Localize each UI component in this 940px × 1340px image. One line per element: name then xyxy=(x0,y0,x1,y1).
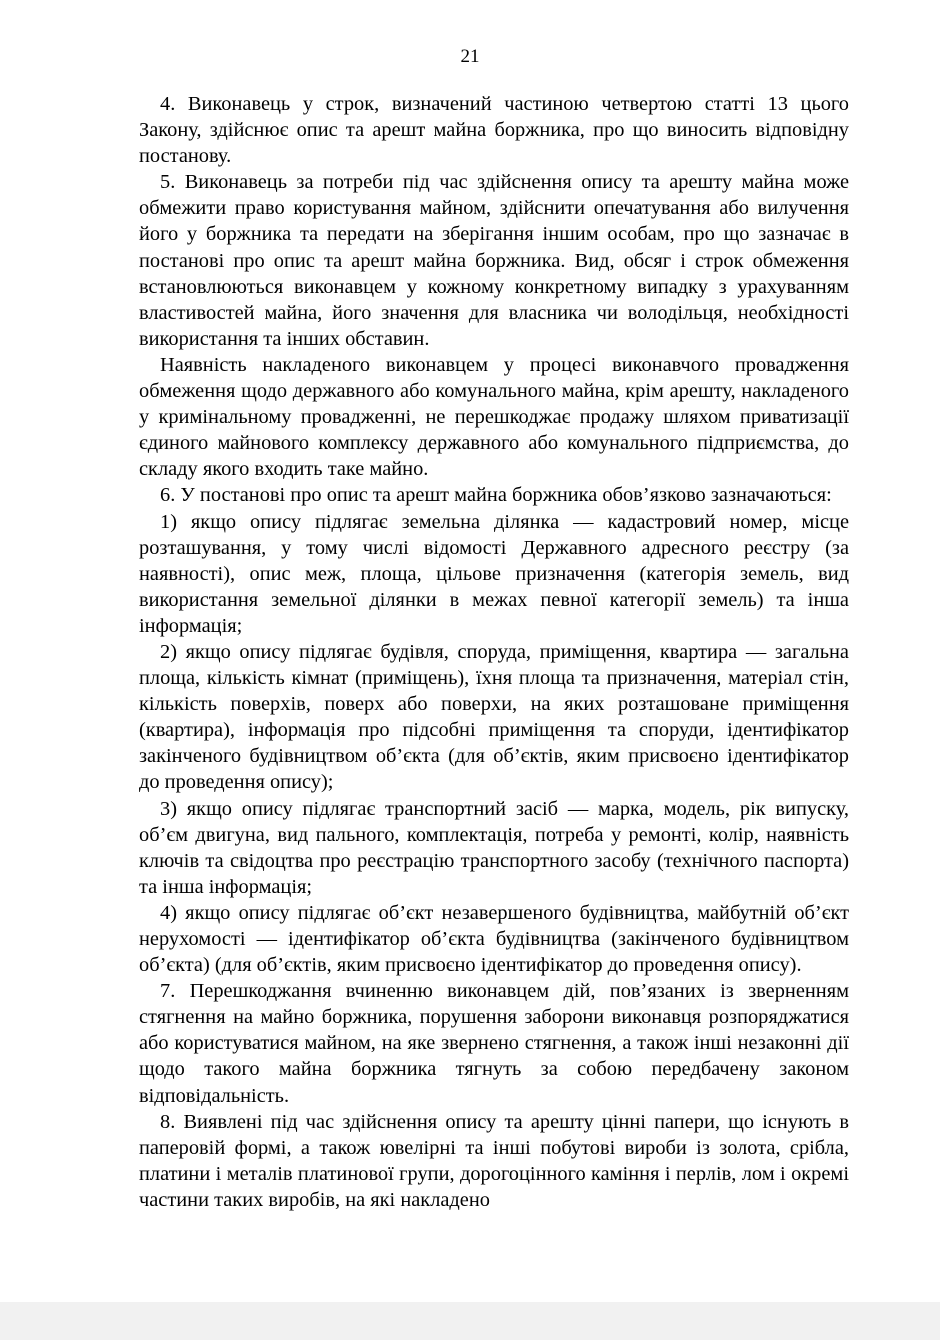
paragraph-6-item-4: 4) якщо опису підлягає об’єкт незавершеного будівництва, майбутній об’єкт нерухомості — ідентифікатор об’єкта будівництва (закінченого будівництвом об’єкта) (для об’єктів, яким присвоєно ідентифікатор до проведення опису). xyxy=(139,901,849,977)
viewer-bottom-bar xyxy=(0,1302,940,1340)
paragraph-8: 8. Виявлені під час здійснення опису та арешту цінні папери, що існують в паперовій формі, а також ювелірні та інші побутові вироби із золота, срібла, платини і металів платинової групи, дорогоцінного каміння і перлів, лом і окремі частини таких виробів, на які накладено xyxy=(139,1110,849,1211)
paragraph-5: 5. Виконавець за потреби під час здійснення опису та арешту майна може обмежити право користування майном, здійснити опечатування або вилучення його у боржника та передати на зберігання іншим особам, про що зазначає в постанові про опис та арешт майна боржника. Вид, обсяг і строк обмеження встановлюються виконавцем у кожному конкретному випадку з урахуванням властивостей майна, його значення для власника чи володільця, необхідності використання та інших обставин. xyxy=(139,171,849,350)
paragraph-7: 7. Перешкоджання вчиненню виконавцем дій, пов’язаних із зверненням стягнення на майно боржника, порушення заборони виконавця розпоряджатися або користуватися майном, на яке звернено стягнення, а також інші незаконні дії щодо такого майна боржника тягнуть за собою передбачену законом відповідальність. xyxy=(139,980,849,1107)
paragraph-6-item-1: 1) якщо опису підлягає земельна ділянка — кадастровий номер, місце розташування, у тому числі відомості Державного адресного реєстру (за наявності), опис меж, площа, цільове призначення (категорія земель, вид використання земельної ділянки в межах певної категорії земель) та інша інформація; xyxy=(139,510,849,637)
document-body xyxy=(139,91,849,1213)
paragraph-5-continuation: Наявність накладеного виконавцем у процесі виконавчого провадження обмеження щодо державного або комунального майна, крім арешту, накладеного у кримінальному провадженні, не перешкоджає продажу шляхом приватизації єдиного майнового комплексу державного або комунального підприємства, до складу якого входить таке майно. xyxy=(139,353,849,481)
paragraph-4: 4. Виконавець у строк, визначений частиною четвертою статті 13 цього Закону, здійснює опис та арешт майна боржника, про що виносить відповідну постанову. xyxy=(139,93,849,168)
paragraph-6: 6. У постанові про опис та арешт майна боржника обов’язково зазначаються: xyxy=(160,484,832,507)
paragraph-6-item-3: 3) якщо опису підлягає транспортний засіб — марка, модель, рік випуску, об’єм двигуна, вид пального, комплектація, потреба у ремонті, колір, наявність ключів та свідоцтва про реєстрацію транспортного засобу (технічного паспорта) та інша інформація; xyxy=(139,797,849,898)
paragraph-6-item-2: 2) якщо опису підлягає будівля, споруда, приміщення, квартира — загальна площа, кількість кімнат (приміщень), їхня площа та призначення, матеріал стін, кількість поверхів, поверх або поверхи, на яких розташоване приміщення (квартира), інформація про підсобні приміщення та споруди, ідентифікатор закінченого будівництвом об’єкта (для об’єктів, яким присвоєно ідентифікатор до проведення опису); xyxy=(139,640,849,794)
page-number: 21 xyxy=(460,46,480,67)
